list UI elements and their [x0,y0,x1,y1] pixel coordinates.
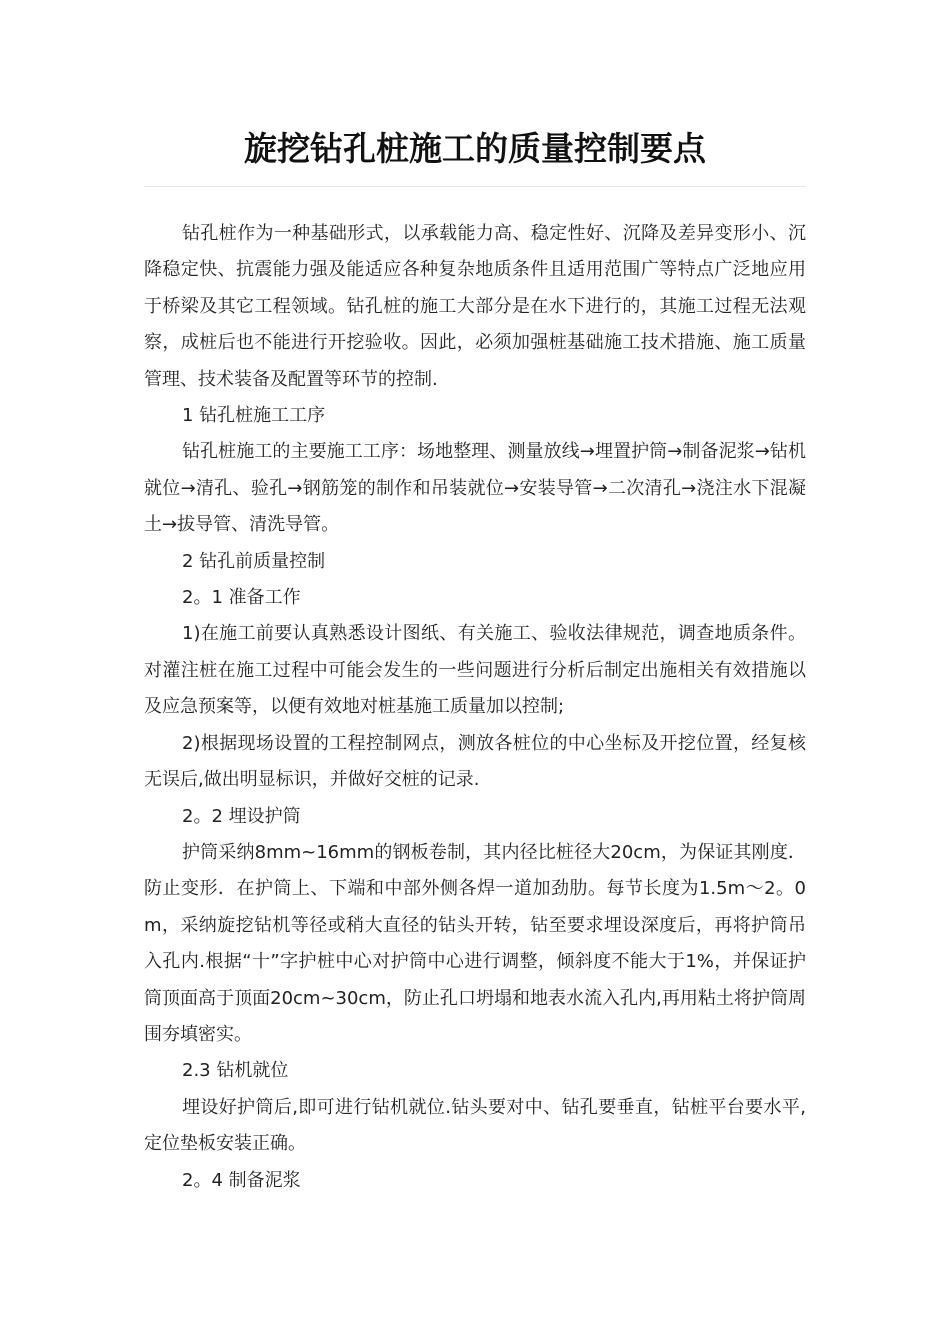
paragraph-intro: 钻孔桩作为一种基础形式，以承载能力高、稳定性好、沉降及差异变形小、沉降稳定快、抗震能力强及能适应各种复杂地质条件且适用范围广等特点广泛地应用于桥梁及其它工程领域。钻孔桩的施工大部分是在水下进行的，其施工过程无法观察，成桩后也不能进行开挖验收。因此，必须加强桩基础施工技术措施、施工质量管理、技术装备及配置等环节的控制. [144,223,806,390]
paragraph-process: 钻孔桩施工的主要施工工序：场地整理、测量放线→埋置护筒→制备泥浆→钻机就位→清孔、验孔→钢筋笼的制作和吊装就位→安装导管→二次清孔→浇注水下混凝土→拔导管、清洗导管。 [144,441,806,536]
heading-section-2: 2 钻孔前质量控制 [182,550,326,572]
document-body [144,216,806,1199]
title-divider [144,186,806,187]
heading-section-2-3: 2.3 钻机就位 [182,1060,289,1082]
heading-section-2-4: 2。4 制备泥浆 [182,1169,301,1191]
paragraph-prep-2: 2)根据现场设置的工程控制网点，测放各桩位的中心坐标及开挖位置，经复核无误后,做出明显标识，并做好交桩的记录. [144,732,806,791]
heading-section-1: 1 钻孔桩施工工序 [182,405,326,427]
paragraph-rig-position: 埋设好护筒后,即可进行钻机就位.钻头要对中、钻孔要垂直，钻桩平台要水平,定位垫板安装正确。 [144,1096,806,1155]
paragraph-prep-1: 1)在施工前要认真熟悉设计图纸、有关施工、验收法律规范，调查地质条件。对灌注桩在施工过程中可能会发生的一些问题进行分析后制定出施相关有效措施以及应急预案等，以便有效地对桩基施工质量加以控制; [144,623,806,718]
heading-section-2-1: 2。1 准备工作 [182,587,301,609]
heading-section-2-2: 2。2 埋设护筒 [182,805,301,827]
document-title: 旋挖钻孔桩施工的质量控制要点 [244,129,706,168]
paragraph-casing: 护筒采纳8mm~16mm的钢板卷制，其内径比桩径大20cm，为保证其刚度．防止变形．在护筒上、下端和中部外侧各焊一道加劲肋。每节长度为1.5m～2。0m，采纳旋挖钻机等径或稍大直径的钻头开转，钻至要求埋设深度后，再将护筒吊入孔内.根据“十”字护桩中心对护筒中心进行调整，倾斜度不能大于1%，并保证护筒顶面高于顶面20cm~30cm，防止孔口坍塌和地表水流入孔内,再用粘土将护筒周围夯填密实。 [144,841,806,1045]
